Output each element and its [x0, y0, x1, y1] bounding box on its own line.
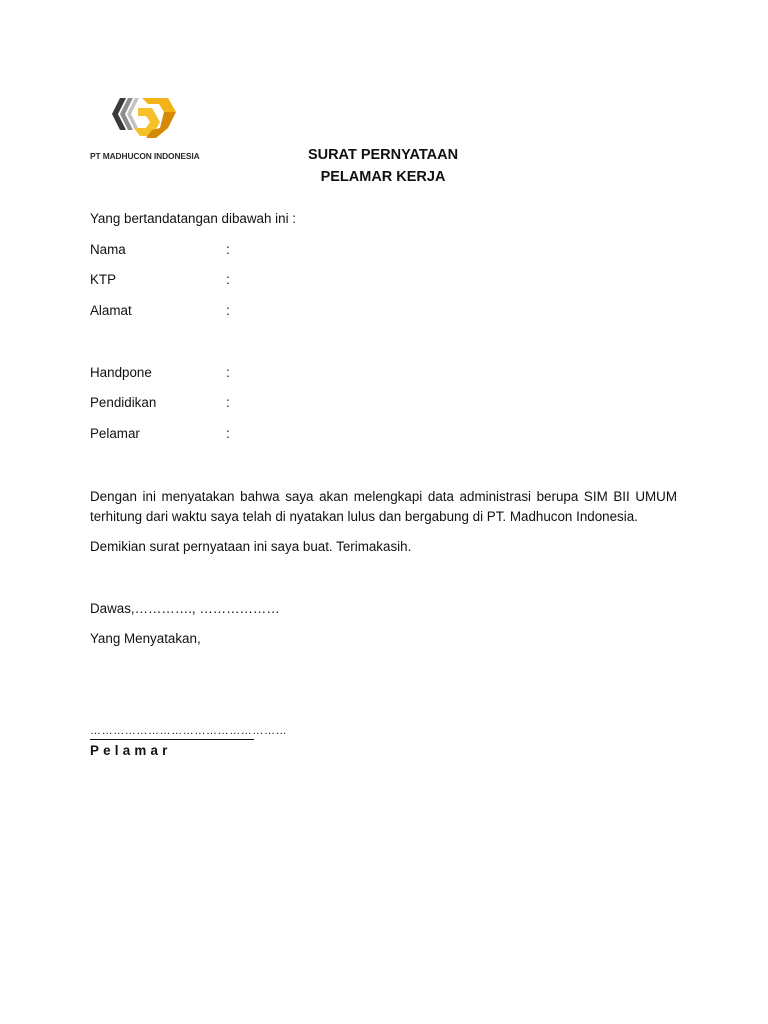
field-colon: : [226, 365, 230, 380]
field-label-pendidikan: Pendidikan [90, 395, 157, 410]
field-colon: : [226, 303, 230, 318]
field-colon: : [226, 426, 230, 441]
signature-dots: …………………………………………… [90, 725, 288, 737]
field-label-alamat: Alamat [90, 303, 132, 318]
place-date: Dawas,…………., ……………… [90, 601, 280, 616]
document-title: SURAT PERNYATAAN [307, 147, 459, 163]
signoff-text: Yang Menyatakan, [90, 631, 201, 646]
document-subtitle: PELAMAR KERJA [320, 169, 446, 185]
field-colon: : [226, 272, 230, 287]
field-label-pelamar: Pelamar [90, 426, 140, 441]
closing-statement: Demikian surat pernyataan ini saya buat. Terimakasih. [90, 539, 412, 554]
statement-paragraph [90, 487, 677, 527]
field-label-handpone: Handpone [90, 365, 152, 380]
field-colon: : [226, 395, 230, 410]
signature-line [90, 725, 288, 740]
madhucon-logo-icon [112, 94, 178, 142]
intro-text: Yang bertandatangan dibawah ini : [90, 211, 296, 226]
company-name: PT MADHUCON INDONESIA [90, 151, 200, 161]
field-label-ktp: KTP [90, 272, 117, 287]
statement-line-2: terhitung dari waktu saya telah di nyatakan lulus dan bergabung di PT. Madhucon Indonesia. [90, 509, 638, 524]
field-colon: : [226, 242, 230, 257]
statement-line-1: Dengan ini menyatakan bahwa saya akan melengkapi data administrasi berupa SIM BII UMUM [90, 489, 677, 504]
field-label-nama: Nama [90, 242, 126, 257]
signer-name: Pelamar [90, 743, 172, 758]
